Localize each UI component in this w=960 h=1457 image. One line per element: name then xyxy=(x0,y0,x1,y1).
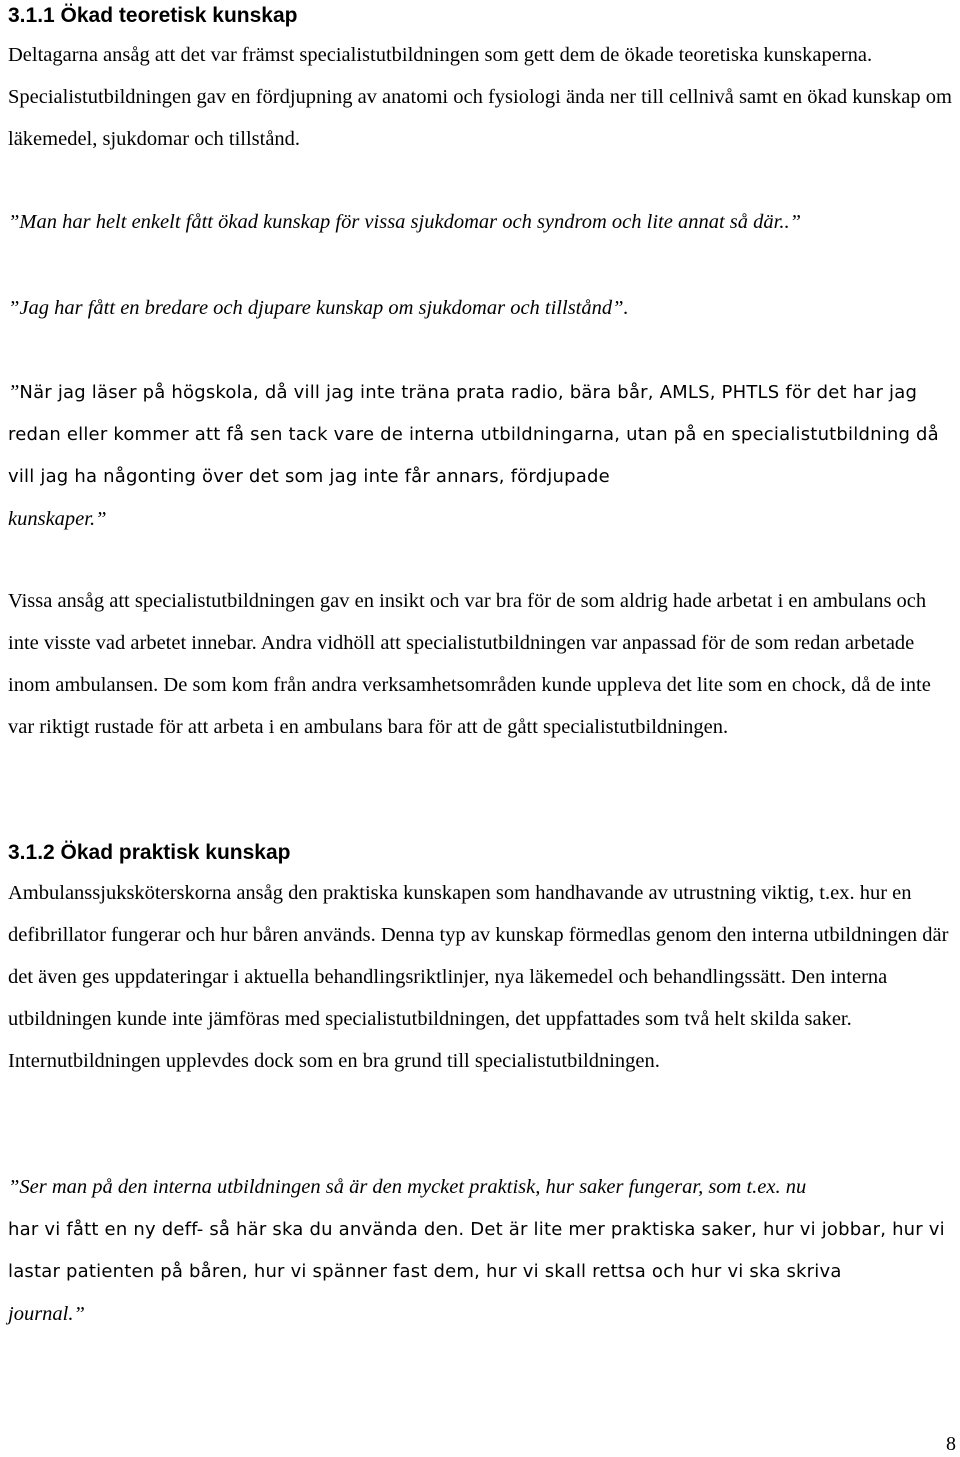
quote-4 xyxy=(8,1166,954,1336)
page-number: 8 xyxy=(946,1433,956,1455)
quote-4-open: ”Ser man på den interna utbildningen så är den mycket praktisk, hur saker fungerar, som t.ex. nu xyxy=(8,1176,807,1198)
quote-3-text: När jag läser på högskola, då vill jag inte träna prata radio, bära bår, AMLS, PHTLS för det har jag redan eller kommer att få sen tack vare de interna utbildningarna, utan på en specialistutbildning då vill jag ha någonting över det som jag inte får annars, fördjupade xyxy=(8,382,939,487)
quote-3 xyxy=(8,371,954,541)
quote-2: ”Jag har fått en bredare och djupare kunskap om sjukdomar och tillstånd”. xyxy=(8,297,629,319)
paragraph-theoretical-knowledge: Deltagarna ansåg att det var främst specialistutbildningen som gett dem de ökade teoretiska kunskaperna. Specialistutbildningen gav en fördjupning av anatomi och fysiologi ända ner till cellnivå samt en ökad kunskap om läkemedel, sjukdomar och tillstånd. xyxy=(8,44,952,150)
quote-4-close: journal.” xyxy=(8,1303,85,1325)
paragraph-specialist-insight: Vissa ansåg att specialistutbildningen gav en insikt och var bra för de som aldrig hade arbetat i en ambulans och inte visste vad arbetet innebar. Andra vidhöll att specialistutbildningen var anpassad för de som redan arbetade inom ambulansen. De som kom från andra verksamhetsområden kunde uppleva det lite som en chock, då de inte var riktigt rustade för att arbeta i en ambulans bara för att de gått specialistutbildningen. xyxy=(8,590,931,738)
section-heading-3-1-2: 3.1.2 Ökad praktisk kunskap xyxy=(8,841,291,864)
quote-4-text: har vi fått en ny deff- så här ska du använda den. Det är lite mer praktiska saker, hur vi jobbar, hur vi lastar patienten på båren, hur vi spänner fast dem, hur vi skall rettsa och hur vi ska skriva xyxy=(8,1219,945,1282)
quote-3-close: kunskaper.” xyxy=(8,508,107,530)
section-heading-3-1-1: 3.1.1 Ökad teoretisk kunskap xyxy=(8,4,298,27)
quote-3-open-mark: ” xyxy=(8,381,20,403)
paragraph-practical-knowledge: Ambulanssjuksköterskorna ansåg den praktiska kunskapen som handhavande av utrustning viktig, t.ex. hur en defibrillator fungerar och hur båren används. Denna typ av kunskap förmedlas genom den interna utbildningen där det även ges uppdateringar i aktuella behandlingsriktlinjer, nya läkemedel och behandlingssätt. Den interna utbildningen kunde inte jämföras med specialistutbildningen, det uppfattades som två helt skilda saker. Internutbildningen upplevdes dock som en bra grund till specialistutbildningen. xyxy=(8,882,949,1072)
quote-1: ”Man har helt enkelt fått ökad kunskap för vissa sjukdomar och syndrom och lite annat så där..” xyxy=(8,211,801,233)
